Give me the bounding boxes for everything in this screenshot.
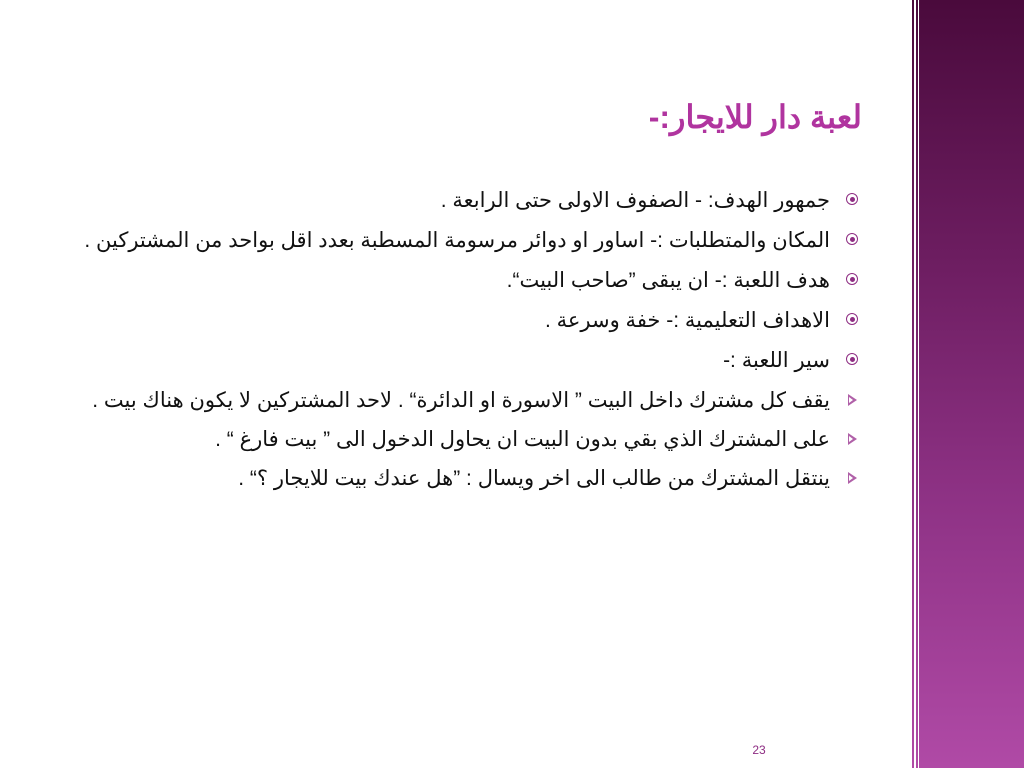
circle-bullet-icon [846,353,858,365]
bullet-item [58,184,858,217]
page-number: 23 [752,743,766,757]
sub-bullet-text: ينتقل المشترك من طالب الى اخر ويسال : ”هل عندك بيت للايجار ؟“ . [238,467,830,490]
bullet-text: جمهور الهدف: - الصفوف الاولى حتى الرابعة . [440,189,830,212]
circle-bullet-icon [846,313,858,325]
bullet-text: هدف اللعبة :- ان يبقى ”صاحب البيت“. [506,269,830,292]
slide-body [58,184,858,501]
bullet-item [58,304,858,337]
arrow-bullet-icon [848,394,857,406]
bullet-item [58,344,858,377]
sub-bullet-text: على المشترك الذي بقي بدون البيت ان يحاول الدخول الى ” بيت فارغ “ . [215,428,830,451]
arrow-bullet-icon [848,472,857,484]
sub-bullet-item [58,423,858,456]
bullet-text: سير اللعبة :- [723,349,830,372]
bullet-text: الاهداف التعليمية :- خفة وسرعة . [544,309,830,332]
arrow-bullet-icon [848,433,857,445]
bullet-text: المكان والمتطلبات :- اساور او دوائر مرسومة المسطبة بعدد اقل بواحد من المشتركين . [84,229,830,252]
circle-bullet-icon [846,233,858,245]
slide-title: لعبة دار للايجار:- [648,99,862,135]
circle-bullet-icon [846,193,858,205]
decorative-stripe [914,0,916,768]
bullet-item [58,264,858,297]
decorative-side-band [912,0,1024,768]
sub-bullet-item [58,462,858,495]
decorative-stripe [918,0,919,768]
sub-bullet-item [58,384,858,417]
bullet-item [58,224,858,257]
circle-bullet-icon [846,273,858,285]
sub-bullet-text: يقف كل مشترك داخل البيت ” الاسورة او الدائرة“ . لاحد المشتركين لا يكون هناك بيت . [92,389,830,412]
